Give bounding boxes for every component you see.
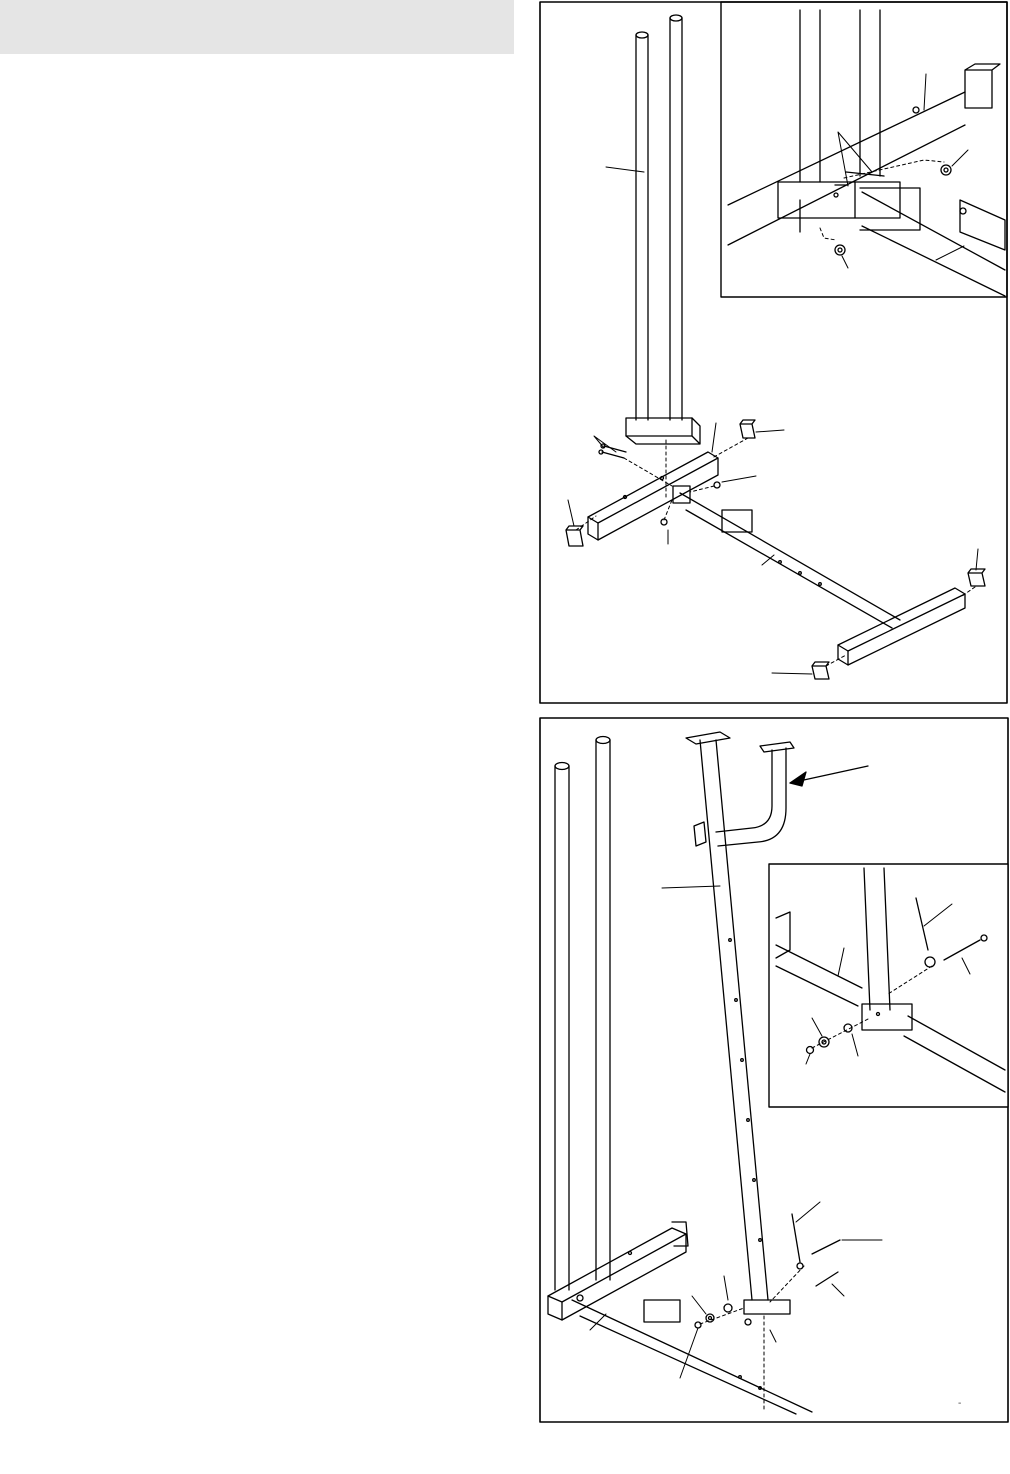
part-leader-lines (568, 167, 978, 674)
figure-1-detail-parts (728, 10, 1005, 296)
bent-handle-arm (716, 742, 794, 846)
direction-arrow (790, 766, 868, 786)
end-caps (566, 420, 985, 679)
long-base-rail (673, 486, 900, 628)
bolts-and-cable-2 (695, 1214, 840, 1328)
figure-1 (540, 2, 1007, 703)
front-base-tube (588, 452, 718, 540)
long-base-rail-2 (572, 1295, 812, 1414)
page-footer-mark: - (958, 1398, 962, 1409)
figure-1-frame (540, 2, 1007, 703)
figure-2 (540, 718, 1008, 1422)
upright-posts (626, 15, 700, 444)
rear-base-tube (838, 588, 965, 665)
inset-guide-lines (820, 160, 944, 240)
upright-posts-2 (555, 737, 610, 1291)
figure-1-detail-inset (721, 2, 1007, 297)
assembly-guide-lines-2 (700, 1266, 804, 1412)
